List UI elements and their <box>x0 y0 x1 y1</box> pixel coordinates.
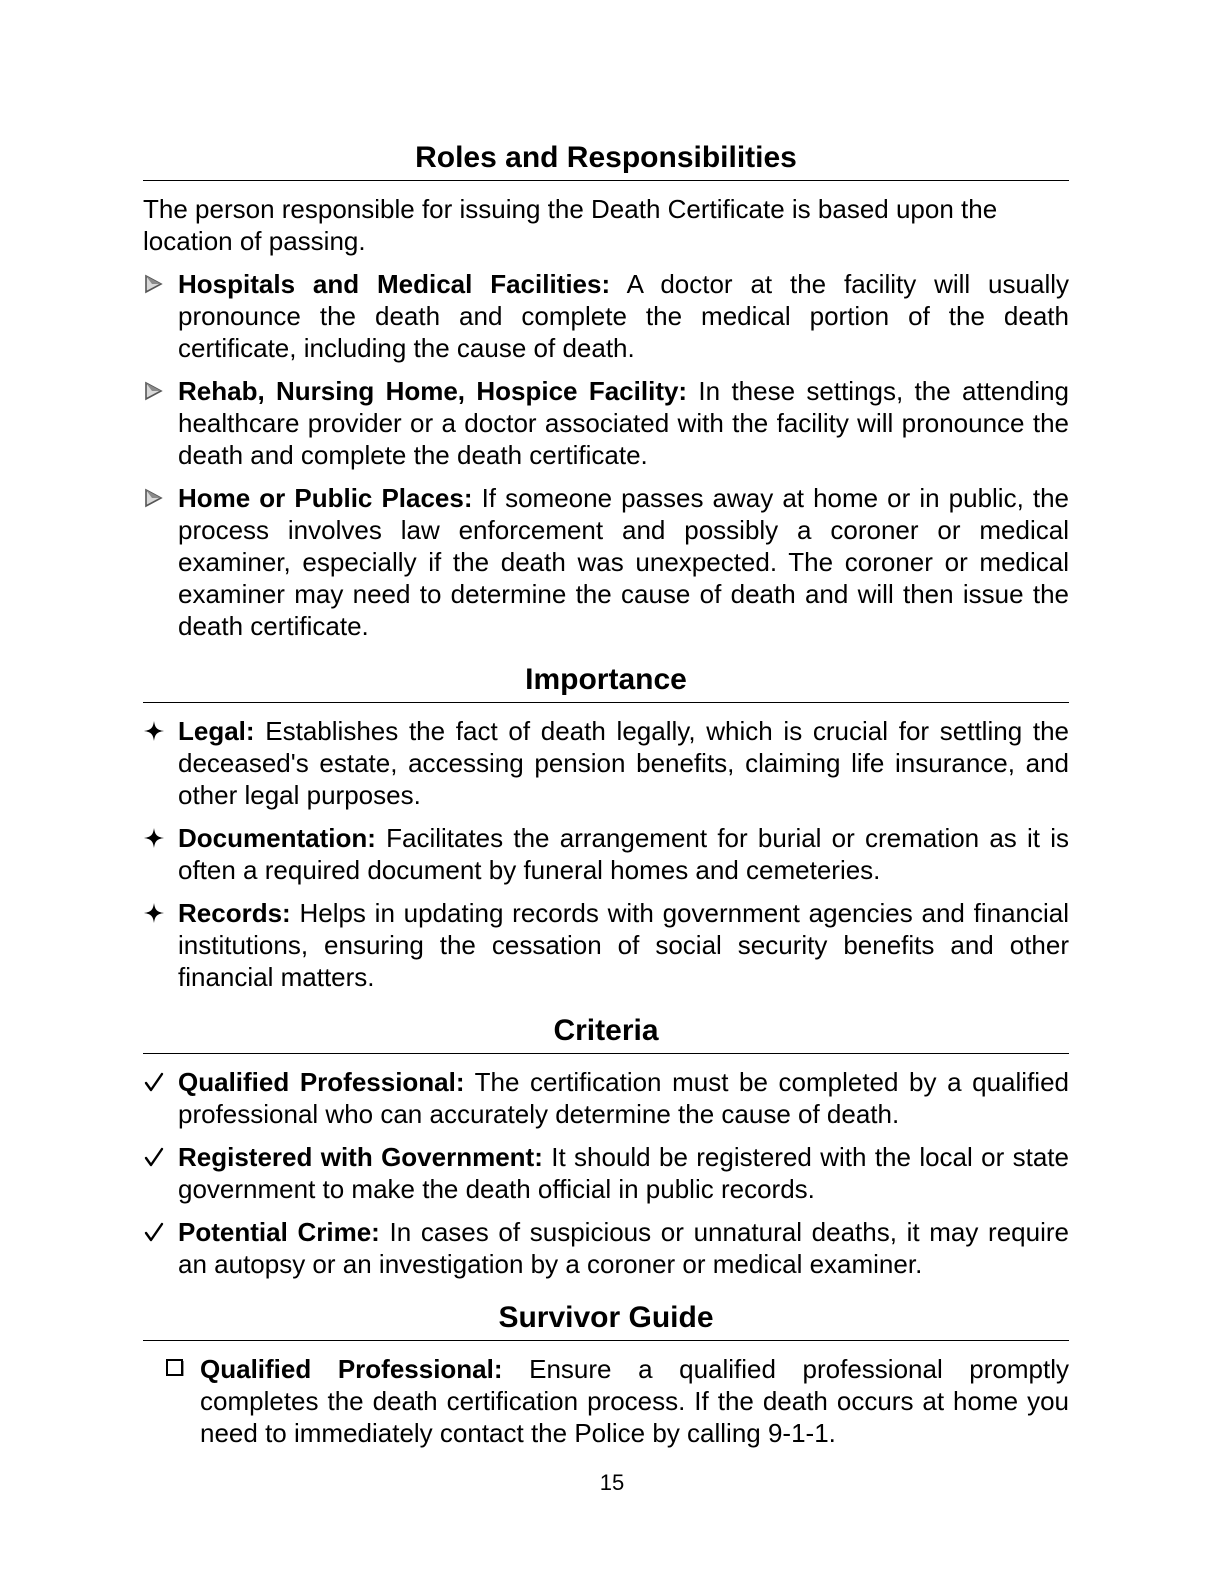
list-item <box>143 375 1069 471</box>
list-item <box>143 897 1069 993</box>
roles-list <box>143 268 1069 642</box>
criteria-list <box>143 1066 1069 1280</box>
section-title-survivor: Survivor Guide <box>143 1300 1069 1341</box>
item-text: The certification must be completed by a qualified professional who can accurately determine the cause of death. <box>178 1067 1069 1129</box>
four-point-star-icon <box>143 715 173 747</box>
list-item <box>143 715 1069 811</box>
survivor-list <box>143 1353 1069 1449</box>
list-item <box>143 268 1069 364</box>
item-term: Hospitals and Medical Facilities: <box>178 269 611 299</box>
page-number: 15 <box>599 1470 625 1495</box>
four-point-star-icon <box>143 822 173 854</box>
arrow-triangle-icon <box>143 375 173 407</box>
item-text: In these settings, the attending healthcare provider or a doctor associated with the facility will pronounce the death and complete the death certificate. <box>178 376 1069 470</box>
list-item <box>143 1216 1069 1280</box>
section-title-criteria: Criteria <box>143 1013 1069 1054</box>
arrow-triangle-icon <box>143 268 173 300</box>
item-text: Ensure a qualified professional promptly completes the death certification process. If the death occurs at home you need to immediately contact the Police by calling 9-1-1. <box>200 1354 1070 1448</box>
list-item <box>143 1353 1069 1449</box>
item-term: Documentation: <box>178 823 376 853</box>
item-text: A doctor at the facility will usually pronounce the death and complete the medical portion of the death certificate, including the cause of death. <box>178 269 1069 363</box>
item-term: Qualified Professional: <box>200 1354 503 1384</box>
four-point-star-icon <box>143 897 173 929</box>
page-content <box>143 140 1069 1460</box>
roles-intro: The person responsible for issuing the Death Certificate is based upon the location of passing. <box>143 194 998 256</box>
check-mark-icon <box>143 1066 173 1098</box>
list-item <box>143 1066 1069 1130</box>
item-term: Potential Crime: <box>178 1217 380 1247</box>
item-term: Registered with Government: <box>178 1142 543 1172</box>
check-mark-icon <box>143 1141 173 1173</box>
item-term: Rehab, Nursing Home, Hospice Facility: <box>178 376 688 406</box>
item-term: Qualified Professional: <box>178 1067 465 1097</box>
importance-list <box>143 715 1069 993</box>
arrow-triangle-icon <box>143 482 173 514</box>
item-text: Facilitates the arrangement for burial or cremation as it is often a required document by funeral homes and cemeteries. <box>178 823 1069 885</box>
checkbox-icon <box>165 1353 195 1385</box>
list-item <box>143 482 1069 642</box>
item-term: Records: <box>178 898 291 928</box>
item-text: Helps in updating records with government agencies and financial institutions, ensuring the cessation of social security benefits and other financial matters. <box>178 898 1069 992</box>
section-title-importance: Importance <box>143 662 1069 703</box>
item-term: Legal: <box>178 716 255 746</box>
item-text: In cases of suspicious or unnatural deaths, it may require an autopsy or an investigation by a coroner or medical examiner. <box>178 1217 1069 1279</box>
list-item <box>143 822 1069 886</box>
item-term: Home or Public Places: <box>178 483 473 513</box>
section-title-roles: Roles and Responsibilities <box>143 140 1069 181</box>
item-text: If someone passes away at home or in public, the process involves law enforcement and possibly a coroner or medical examiner, especially if the death was unexpected. The coroner or medical examiner may need to determine the cause of death and will then issue the death certificate. <box>178 483 1070 641</box>
check-mark-icon <box>143 1216 173 1248</box>
item-text: Establishes the fact of death legally, which is crucial for settling the deceased's estate, accessing pension benefits, claiming life insurance, and other legal purposes. <box>178 716 1069 810</box>
item-text: It should be registered with the local or state government to make the death official in public records. <box>178 1142 1069 1204</box>
list-item <box>143 1141 1069 1205</box>
